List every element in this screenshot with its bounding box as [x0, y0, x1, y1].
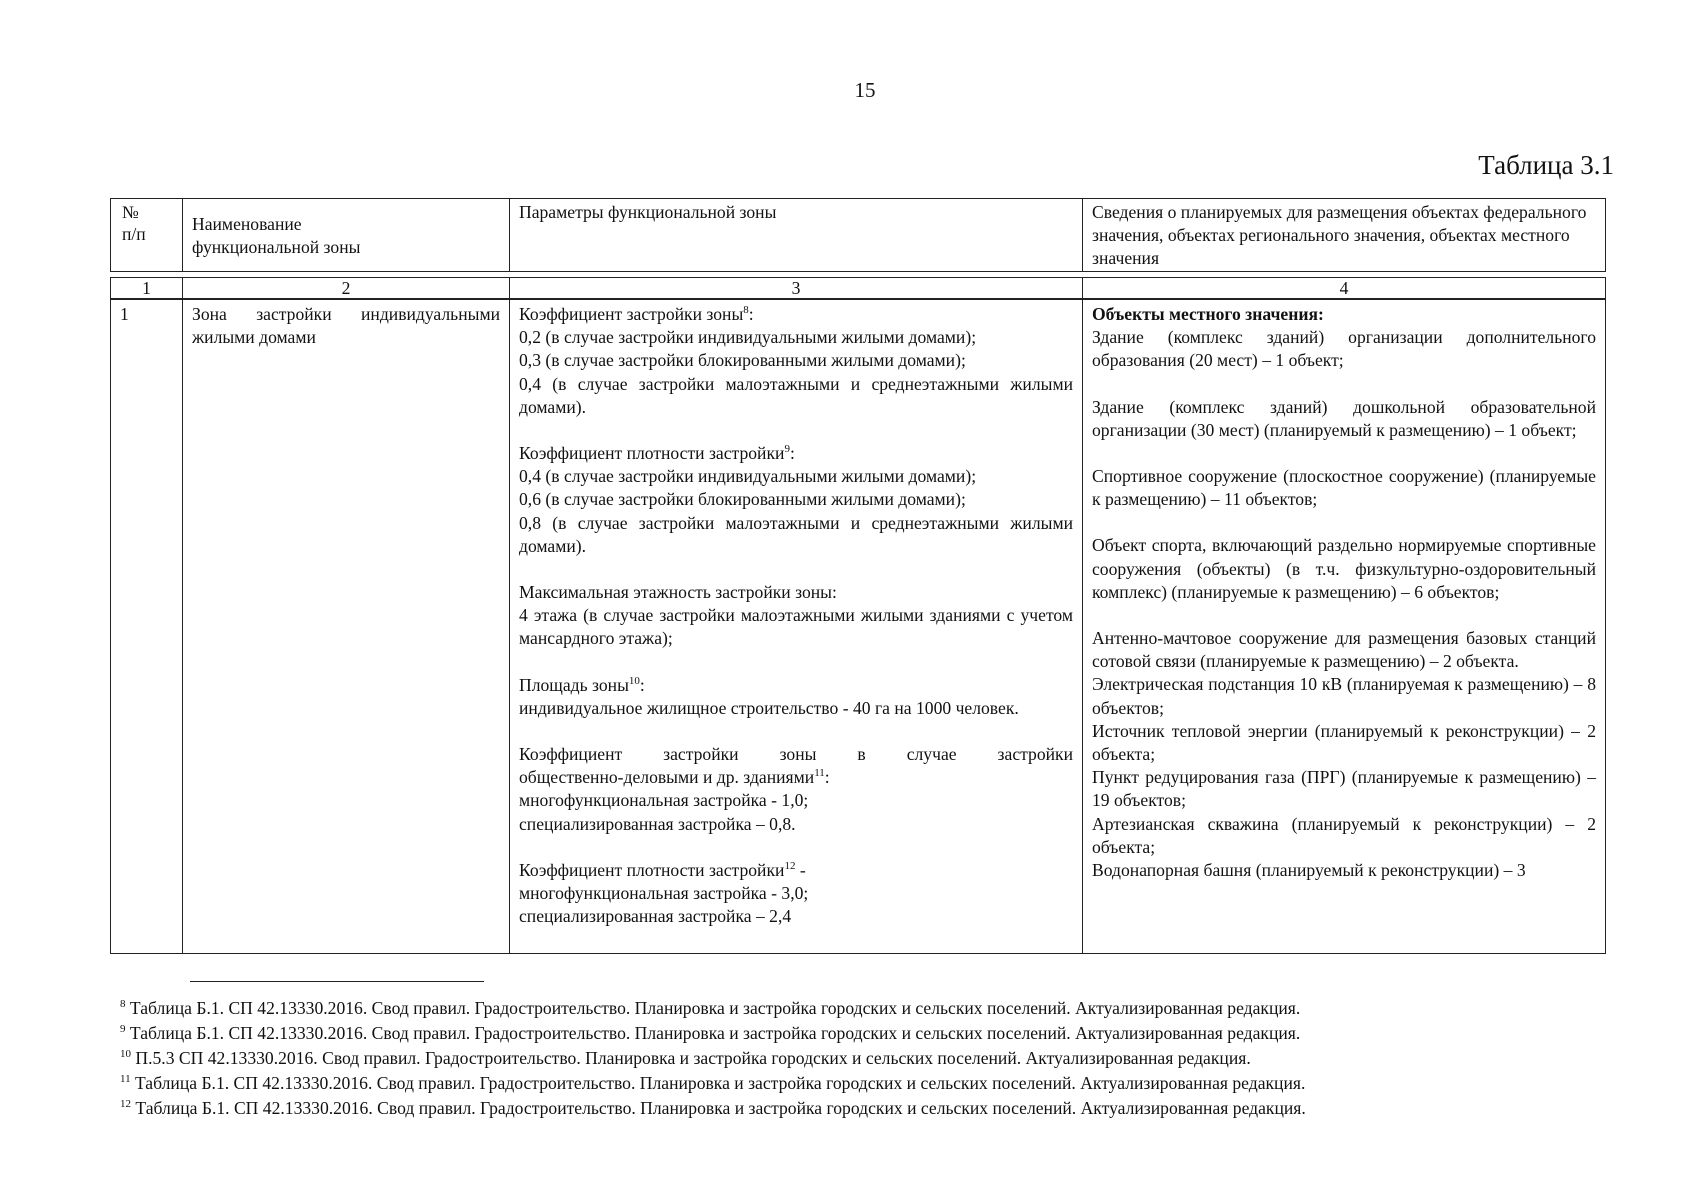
header-zone-name	[183, 199, 510, 272]
public-coef-title: Коэффициент застройки зоны в случае застройки	[519, 744, 1073, 765]
footnote-text: Таблица Б.1. СП 42.13330.2016. Свод правил. Градостроительство. Планировка и застройка городских и сельских поселений. Актуализированная редакция.	[129, 1023, 1301, 1043]
objects-title: Объекты местного значения:	[1092, 304, 1324, 324]
footnote-number: 12	[120, 1098, 131, 1111]
param-line: 0,4 (в случае застройки малоэтажными и среднеэтажными жилыми домами).	[519, 373, 1073, 417]
area-title: Площадь зоны$^{10}$:	[519, 674, 645, 695]
param-line: 0,3 (в случае застройки блокированными жилыми домами);	[519, 350, 966, 371]
column-index: 2	[183, 278, 510, 299]
object-item: Источник тепловой энергии (планируемый к реконструкции) – 2 объекта;	[1092, 720, 1596, 765]
density-coef-title: Коэффициент плотности застройки$^9$:	[519, 443, 795, 464]
footnote-ref: 10	[628, 674, 640, 687]
footnote-text: П.5.3 СП 42.13330.2016. Свод правил. Градостроительство. Планировка и застройка городских и сельских поселений. Актуализированная редакция.	[135, 1048, 1251, 1068]
footnote	[120, 1096, 1540, 1121]
footnote-separator	[190, 981, 484, 982]
param-line: 4 этажа (в случае застройки малоэтажными жилыми зданиями с учетом мансардного этажа);	[519, 605, 1073, 649]
column-index-row	[110, 277, 1606, 299]
table-body	[110, 299, 1606, 954]
object-item: Спортивное сооружение (плоскостное сооружение) (планируемые к размещению) – 11 объектов;	[1092, 466, 1596, 510]
footnote-number: 8	[120, 998, 126, 1011]
object-item: Артезианская скважина (планируемый к реконструкции) – 2 объекта;	[1092, 813, 1596, 857]
param-line: специализированная застройка – 2,4	[519, 906, 792, 927]
footnote-number: 10	[120, 1048, 131, 1061]
column-index: 3	[510, 278, 1083, 299]
param-line: 0,2 (в случае застройки индивидуальными жилыми домами);	[519, 327, 977, 348]
table-caption: Таблица 3.1	[1478, 150, 1614, 180]
public-coef-title-cont: общественно-деловыми и др. зданиями$^{11}$:	[519, 767, 830, 788]
footnote-ref: 11	[814, 767, 825, 780]
page-number: 15	[854, 78, 876, 102]
table-header	[110, 198, 1606, 272]
header-objects: Сведения о планируемых для размещения объектах федерального значения, объектах регионального значения, объектах местного значения	[1083, 199, 1606, 272]
header-num	[111, 199, 183, 272]
header-num-line: п/п	[122, 224, 146, 244]
footnotes	[120, 996, 1540, 1121]
footnote-number: 11	[120, 1073, 131, 1086]
footnote	[120, 996, 1540, 1021]
footnote-ref: 8	[743, 304, 749, 317]
object-item: Антенно-мачтовое сооружение для размещения базовых станций сотовой связи (планируемые к размещению) – 2 объекта.	[1092, 628, 1596, 672]
header-zone-name-line: Наименование	[192, 214, 302, 234]
param-line: 0,6 (в случае застройки блокированными жилыми домами);	[519, 489, 966, 510]
footnote-text: Таблица Б.1. СП 42.13330.2016. Свод правил. Градостроительство. Планировка и застройка городских и сельских поселений. Актуализированная редакция.	[135, 1098, 1306, 1118]
param-line: индивидуальное жилищное строительство - 40 га на 1000 человек.	[519, 697, 1019, 718]
header-zone-name-line: функциональной зоны	[192, 237, 361, 257]
footnote	[120, 1021, 1540, 1046]
column-index: 4	[1083, 278, 1606, 299]
column-index: 1	[111, 278, 183, 299]
footnote-ref: 12	[784, 860, 796, 872]
object-item: Водонапорная башня (планируемый к реконструкции) – 3	[1092, 860, 1526, 881]
footnote-ref: 9	[784, 443, 790, 456]
object-item: Здание (комплекс зданий) организации дополнительного образования (20 мест) – 1 объект;	[1092, 327, 1596, 371]
header-num-line: №	[122, 202, 139, 222]
param-line: специализированная застройка – 0,8.	[519, 813, 796, 834]
object-item: Объект спорта, включающий раздельно нормируемые спортивные сооружения (объекты) (в т.ч. физкультурно-оздоровительный комплекс) (планируемые к размещению) – 6 объектов;	[1092, 535, 1596, 602]
footnote	[120, 1046, 1540, 1071]
param-line: 0,4 (в случае застройки индивидуальными жилыми домами);	[519, 466, 977, 487]
object-item: Здание (комплекс зданий) дошкольной образовательной организации (30 мест) (планируемый к размещению) – 1 объект;	[1092, 396, 1596, 440]
public-density-title: Коэффициент плотности застройки$^{12}$ -	[519, 859, 806, 880]
footnote-text: Таблица Б.1. СП 42.13330.2016. Свод правил. Градостроительство. Планировка и застройка городских и сельских поселений. Актуализированная редакция.	[135, 1073, 1306, 1093]
footnote	[120, 1071, 1540, 1096]
param-line: многофункциональная застройка - 1,0;	[519, 790, 809, 811]
table-row	[111, 300, 1606, 954]
row-zone-name: Зона застройки индивидуальными жилыми домами	[183, 300, 510, 954]
row-params	[510, 300, 1083, 954]
param-line: 0,8 (в случае застройки малоэтажными и среднеэтажными жилыми домами).	[519, 512, 1073, 556]
row-objects	[1083, 300, 1606, 954]
footnote-text: Таблица Б.1. СП 42.13330.2016. Свод правил. Градостроительство. Планировка и застройка городских и сельских поселений. Актуализированная редакция.	[129, 998, 1301, 1018]
param-line: многофункциональная застройка - 3,0;	[519, 883, 809, 904]
footnote-number: 9	[120, 1023, 126, 1036]
object-item: Пункт редуцирования газа (ПРГ) (планируемые к размещению) – 19 объектов;	[1092, 767, 1596, 811]
max-floors-title: Максимальная этажность застройки зоны:	[519, 582, 837, 603]
row-number: 1	[111, 300, 183, 954]
build-coef-title: Коэффициент застройки зоны$^8$:	[519, 304, 754, 324]
object-item: Электрическая подстанция 10 кВ (планируемая к размещению) – 8 объектов;	[1092, 674, 1596, 718]
header-params: Параметры функциональной зоны	[510, 199, 1083, 272]
